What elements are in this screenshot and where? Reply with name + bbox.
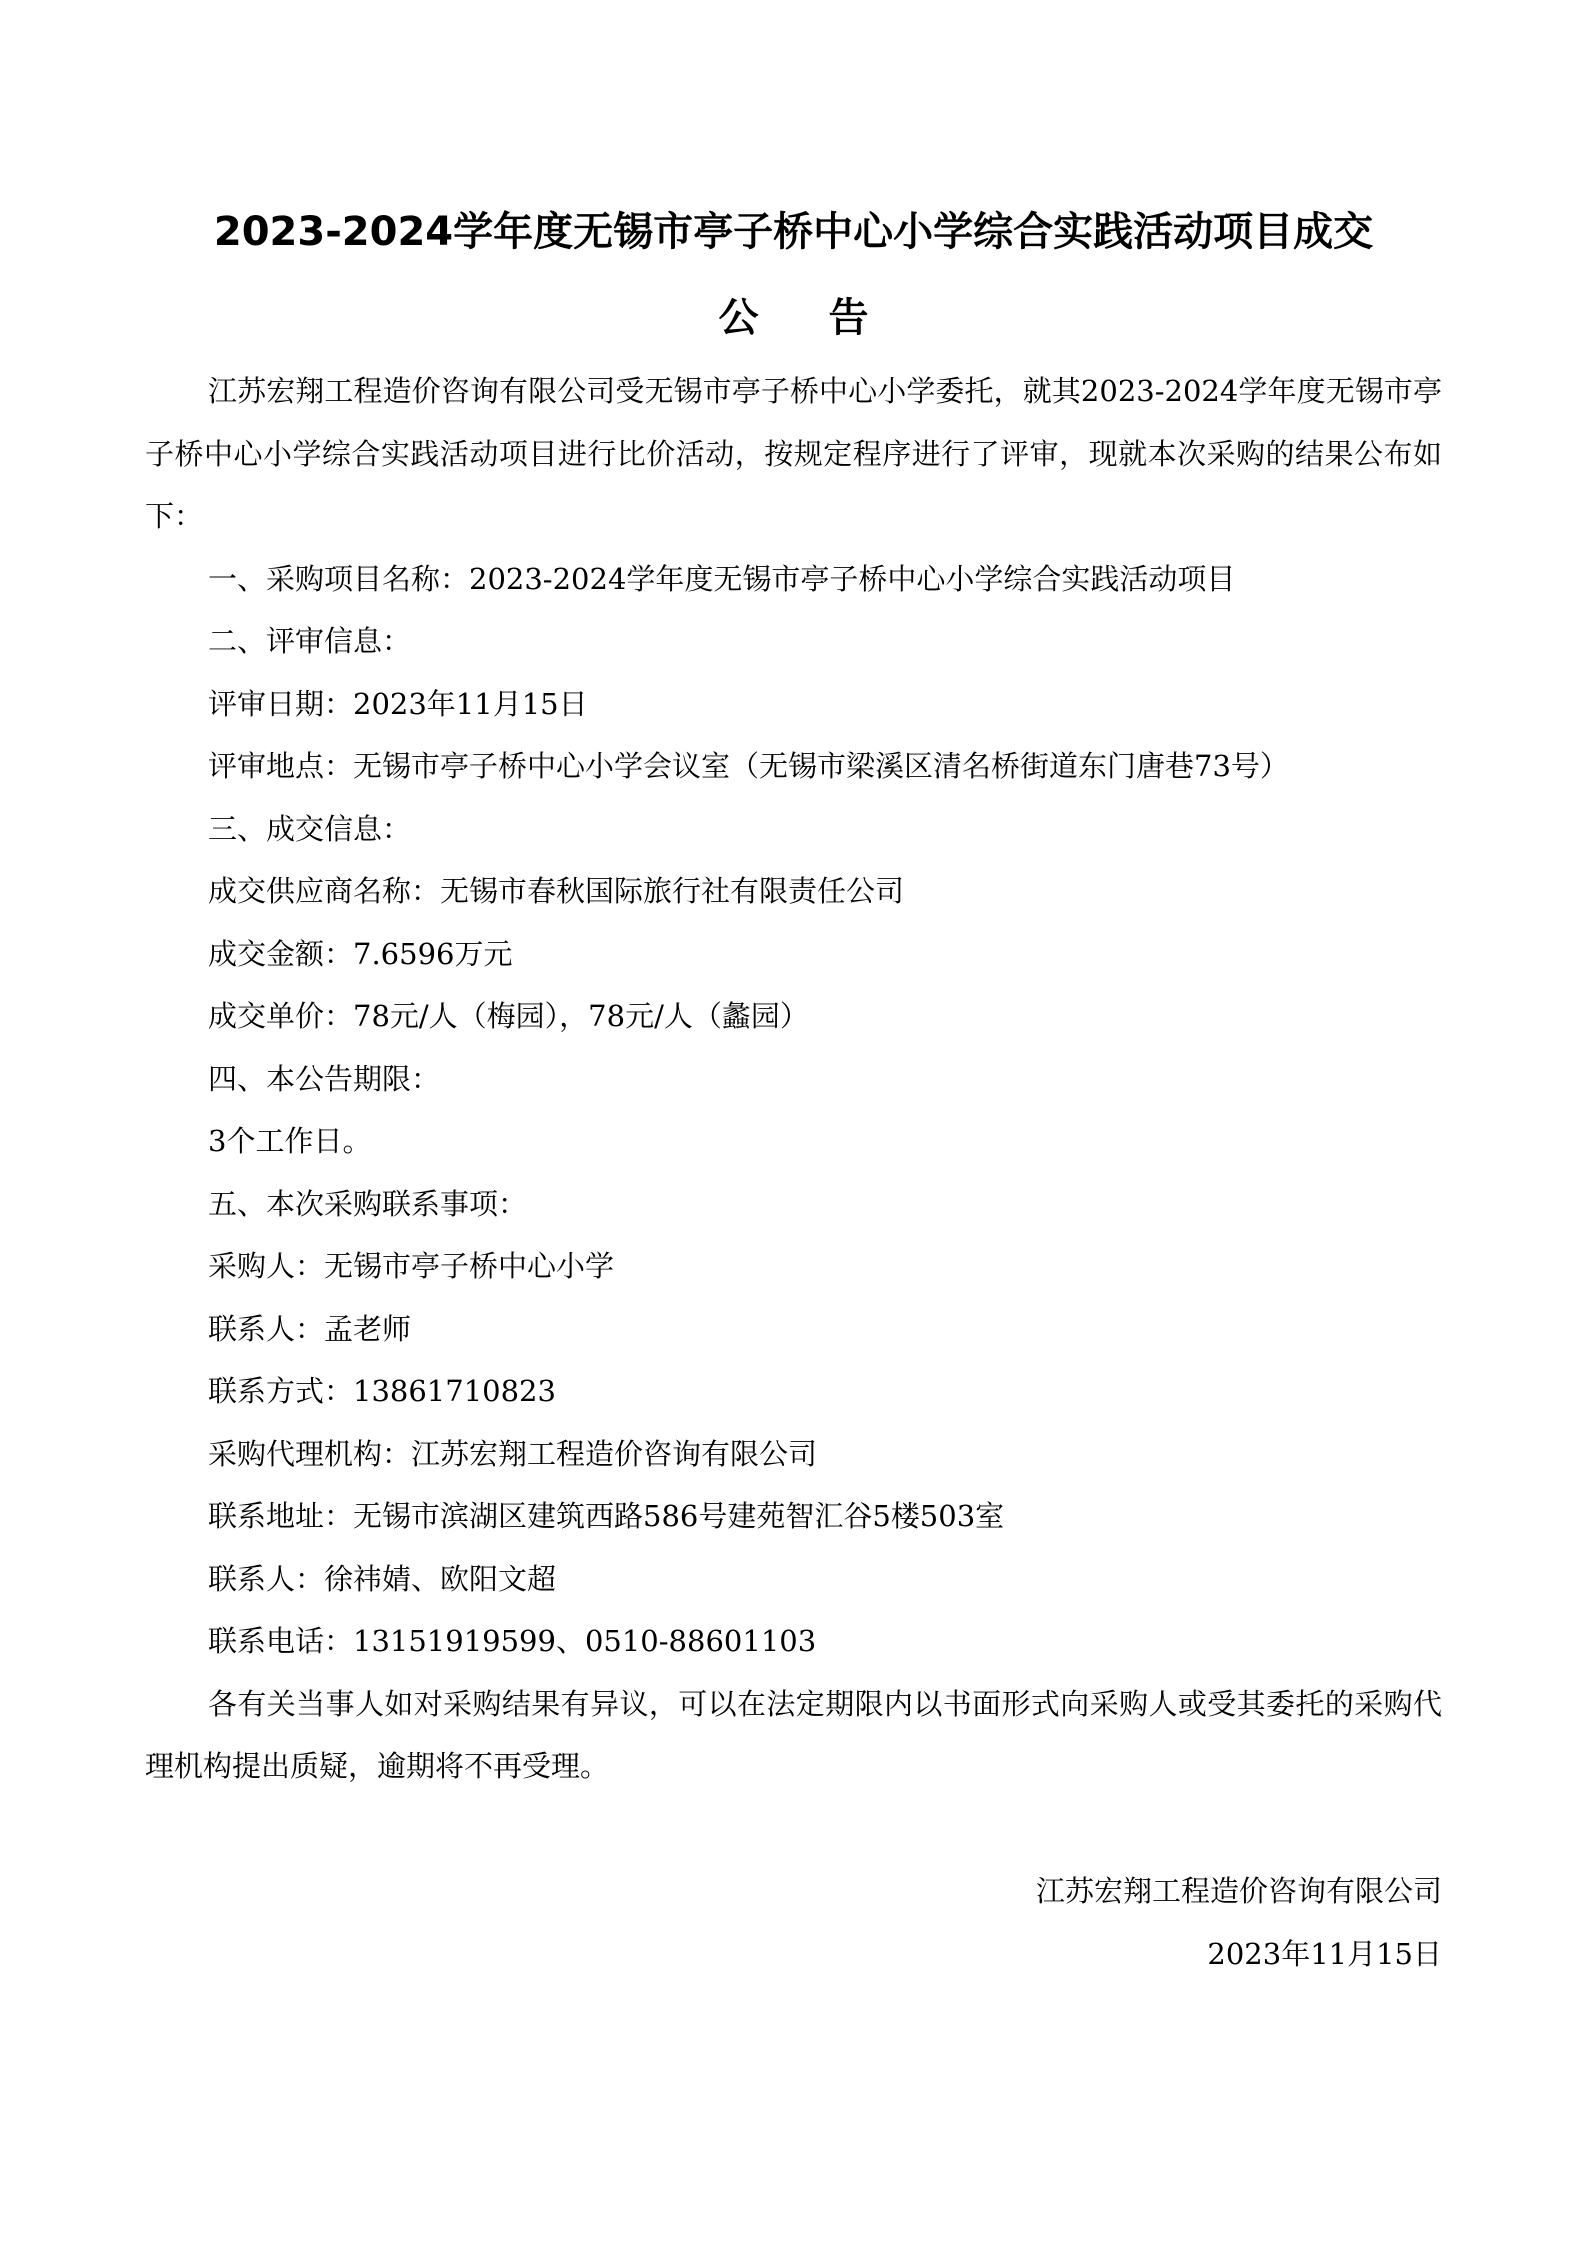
intro-paragraph: 江苏宏翔工程造价咨询有限公司受无锡市亭子桥中心小学委托，就其2023-2024学年度无锡市亭子桥中心小学综合实践活动项目进行比价活动，按规定程序进行了评审，现就本次采购的结果公布如下：	[145, 374, 1442, 533]
section-review-info: 二、评审信息：	[208, 624, 412, 658]
purchaser-contact-person: 联系人：孟老师	[208, 1311, 412, 1346]
deal-amount: 成交金额：7.6596万元	[208, 936, 513, 971]
signature-date: 2023年11月15日	[1207, 1936, 1442, 1971]
section-notice-period: 四、本公告期限：	[208, 1061, 441, 1096]
section-contacts: 五、本次采购联系事项：	[208, 1186, 528, 1221]
document-title: 2023-2024学年度无锡市亭子桥中心小学综合实践活动项目成交	[213, 209, 1374, 255]
notice-period: 3个工作日。	[208, 1124, 372, 1158]
agency-phone: 联系电话：13151919599、0510-88601103	[208, 1624, 817, 1658]
supplier-name: 成交供应商名称：无锡市春秋国际旅行社有限责任公司	[208, 874, 905, 908]
signature-organization: 江苏宏翔工程造价咨询有限公司	[1035, 1874, 1442, 1908]
section-deal-info: 三、成交信息：	[208, 811, 412, 846]
review-date: 评审日期：2023年11月15日	[208, 686, 588, 721]
unit-price: 成交单价：78元/人（梅园），78元/人（蠡园）	[208, 999, 809, 1033]
agency: 采购代理机构：江苏宏翔工程造价咨询有限公司	[208, 1436, 818, 1471]
signature-block	[1036, 1860, 1442, 1985]
purchaser-phone: 联系方式：13861710823	[208, 1374, 556, 1408]
purchaser: 采购人：无锡市亭子桥中心小学	[208, 1249, 615, 1283]
item-project-name: 一、采购项目名称：2023-2024学年度无锡市亭子桥中心小学综合实践活动项目	[208, 561, 1236, 596]
closing-paragraph: 各有关当事人如对采购结果有异议，可以在法定期限内以书面形式向采购人或受其委托的采购代理机构提出质疑，逾期将不再受理。	[145, 1686, 1442, 1783]
document-subtitle: 公告	[718, 295, 939, 341]
document-body	[145, 360, 1442, 1798]
agency-address: 联系地址：无锡市滨湖区建筑西路586号建苑智汇谷5楼503室	[208, 1499, 1005, 1533]
agency-contact-person: 联系人：徐祎婧、欧阳文超	[208, 1561, 557, 1596]
review-location: 评审地点：无锡市亭子桥中心小学会议室（无锡市梁溪区清名桥街道东门唐巷73号）	[208, 749, 1289, 783]
